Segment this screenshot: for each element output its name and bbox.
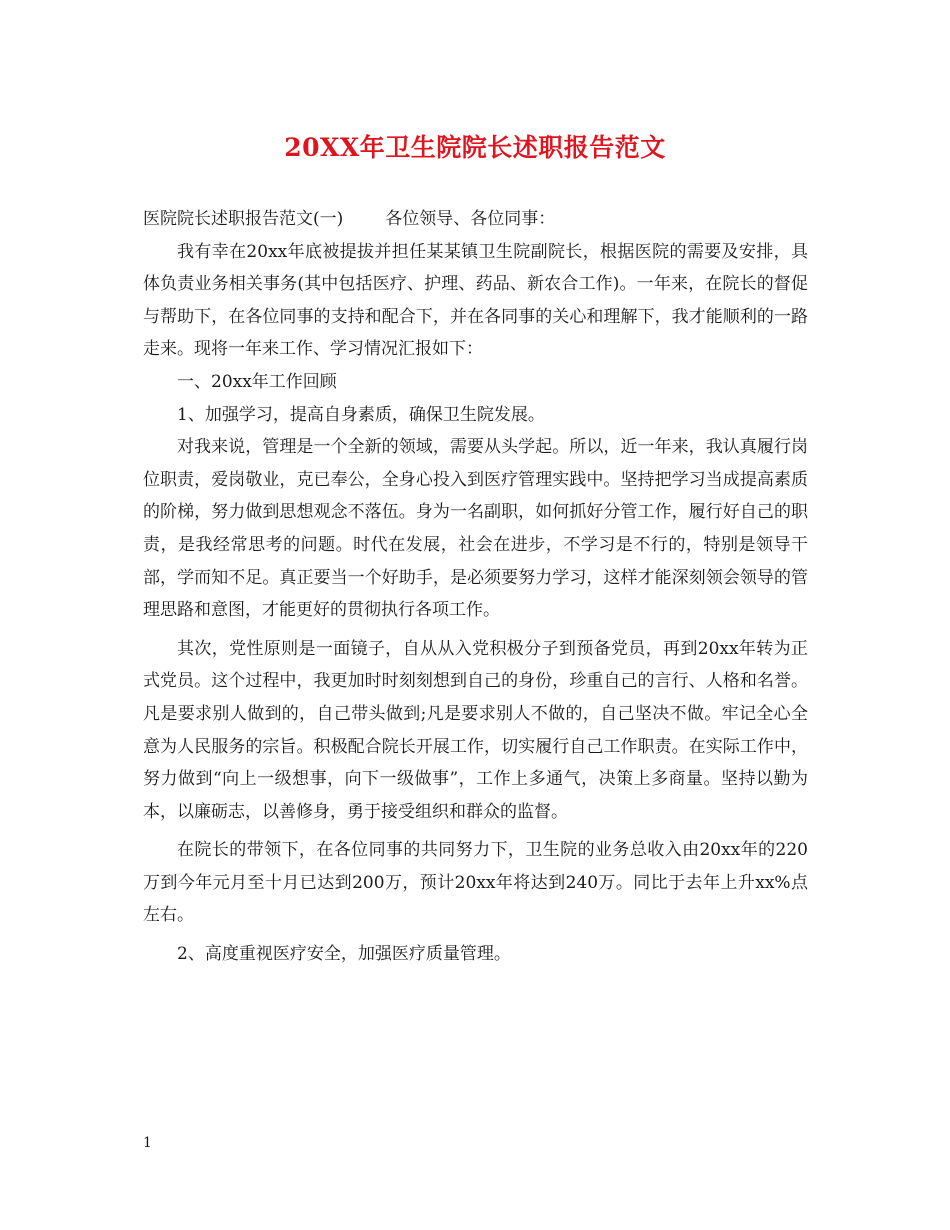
section-heading-review: 一、20xx年工作回顾 <box>177 371 337 392</box>
salutation: 各位领导、各位同事： <box>385 209 556 229</box>
paragraph-study: 对我来说，管理是一个全新的领域，需要从头学起。所以，近一年来，我认真履行岗位职责，爱岗敬业，克已奉公，全身心投入到医疗管理实践中。坚持把学习当成提高素质的阶梯，努力做到思想观念不落伍。身为一名副职，如何抓好分管工作，履行好自己的职责，是我经常思考的问题。时代在发展，社会在进步，不学习是不行的，特别是领导干部，学而知不足。真正要当一个好助手，是必须要努力学习，这样才能深刻领会领导的管理思路和意图，才能更好的贯彻执行各项工作。 <box>143 437 808 621</box>
opening-line <box>143 203 808 236</box>
document-body <box>143 203 808 971</box>
paragraph-party-principles: 其次，党性原则是一面镜子，自从从入党积极分子到预备党员，再到20xx年转为正式党员。这个过程中，我更加时时刻刻想到自己的身份，珍重自己的言行、人格和名誉。凡是要求别人做到的，自己带头做到;凡是要求别人不做的，自己坚决不做。牢记全心全意为人民服务的宗旨。积极配合院长开展工作，切实履行自己工作职责。在实际工作中，努力做到“向上一级想事，向下一级做事”，工作上多通气，决策上多商量。坚持以勤为本，以廉砺志，以善修身，勇于接受组织和群众的监督。 <box>143 638 808 822</box>
subsection-heading-safety: 2、高度重视医疗安全，加强医疗质量管理。 <box>177 944 511 965</box>
paragraph-intro: 我有幸在20xx年底被提拔并担任某某镇卫生院副院长，根据医院的需要及安排，具体负责业务相关事务(其中包括医疗、护理、药品、新农合工作)。一年来，在院长的督促与帮助下，在各位同事的支持和配合下，并在各同事的关心和理解下，我才能顺利的一路走来。现将一年来工作、学习情况汇报如下： <box>143 241 808 360</box>
subsection-heading-study: 1、加强学习，提高自身素质，确保卫生院发展。 <box>177 404 545 425</box>
paragraph-income: 在院长的带领下，在各位同事的共同努力下，卫生院的业务总收入由20xx年的220万到今年元月至十月已达到200万，预计20xx年将达到240万。同比于去年上升xx%点左右。 <box>143 840 808 926</box>
report-heading: 医院院长述职报告范文(一) <box>143 209 344 229</box>
page-number: 1 <box>143 1135 152 1151</box>
document-title: 20XX年卫生院院长述职报告范文 <box>284 133 666 162</box>
